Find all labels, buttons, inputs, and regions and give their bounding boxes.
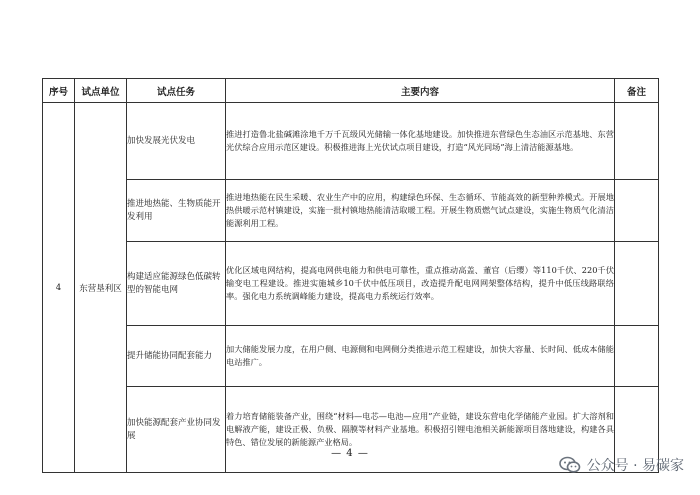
header-no: 序号: [43, 79, 75, 103]
page-number: — 4 —: [331, 448, 369, 459]
table-row: [43, 242, 659, 326]
task-cell: 提升储能协同配套能力: [127, 326, 226, 387]
note-cell: [615, 180, 659, 242]
header-content: 主要内容: [226, 79, 615, 103]
task-cell: 加快能源配套产业协同发展: [127, 387, 226, 473]
note-cell: [615, 103, 659, 180]
header-unit: 试点单位: [75, 79, 127, 103]
table-header-row: [43, 79, 659, 103]
content-cell: 加大储能发展力度，在用户侧、电源侧和电网侧分类推进示范工程建设，加快大容量、长时间、低成本储能电站推广。: [226, 326, 615, 387]
watermark-text: 公众号 · 易碳家: [586, 458, 684, 474]
header-note: 备注: [615, 79, 659, 103]
pilot-unit: 东营垦利区: [75, 103, 127, 473]
task-cell: 加快发展光伏发电: [127, 103, 226, 180]
watermark: [559, 455, 684, 475]
content-cell: 着力培育储能装备产业，围绕“材料—电芯—电池—应用”产业链，建设东营电化学储能产业园。扩大溶剂和电解液产能，建设正极、负极、隔膜等材料产业基地。积极招引锂电池相关新能源项目落地建设，构建各具特色、错位发展的新能源产业格局。: [226, 387, 615, 473]
table-row: [43, 180, 659, 242]
note-cell: [615, 326, 659, 387]
pilot-task-table: [42, 78, 659, 473]
task-cell: 构建适应能源绿色低碳转型的智能电网: [127, 242, 226, 326]
task-cell: 推进地热能、生物质能开发利用: [127, 180, 226, 242]
note-cell: [615, 242, 659, 326]
content-cell: 优化区域电网结构，提高电网供电能力和供电可靠性，重点推动高盖、董官（后缨）等110千伏、220千伏输变电工程建设。推进实施城乡10千伏中低压项目，改造提升配电网网架整体结构，提升中低压线路联络率。强化电力系统调峰能力建设，提高电力系统运行效率。: [226, 242, 615, 326]
table-row: [43, 326, 659, 387]
row-number: 4: [43, 103, 75, 473]
content-cell: 推进打造鲁北盐碱滩涂地千万千瓦级风光储输一体化基地建设。加快推进东营绿色生态油区示范基地、东营光伏综合应用示范区建设。积极推进海上光伏试点项目建设，打造“风光同场”海上清洁能源基地。: [226, 103, 615, 180]
wechat-icon: [559, 456, 581, 474]
content-cell: 推进地热能在民生采暖、农业生产中的应用，构建绿色环保、生态循环、节能高效的新型种养模式。开展地热供暖示范村镇建设，实施一批村镇地热能清洁取暖工程。开展生物质燃气试点建设，实施生物质气化清洁能源利用工程。: [226, 180, 615, 242]
table-row: [43, 103, 659, 180]
header-task: 试点任务: [127, 79, 226, 103]
